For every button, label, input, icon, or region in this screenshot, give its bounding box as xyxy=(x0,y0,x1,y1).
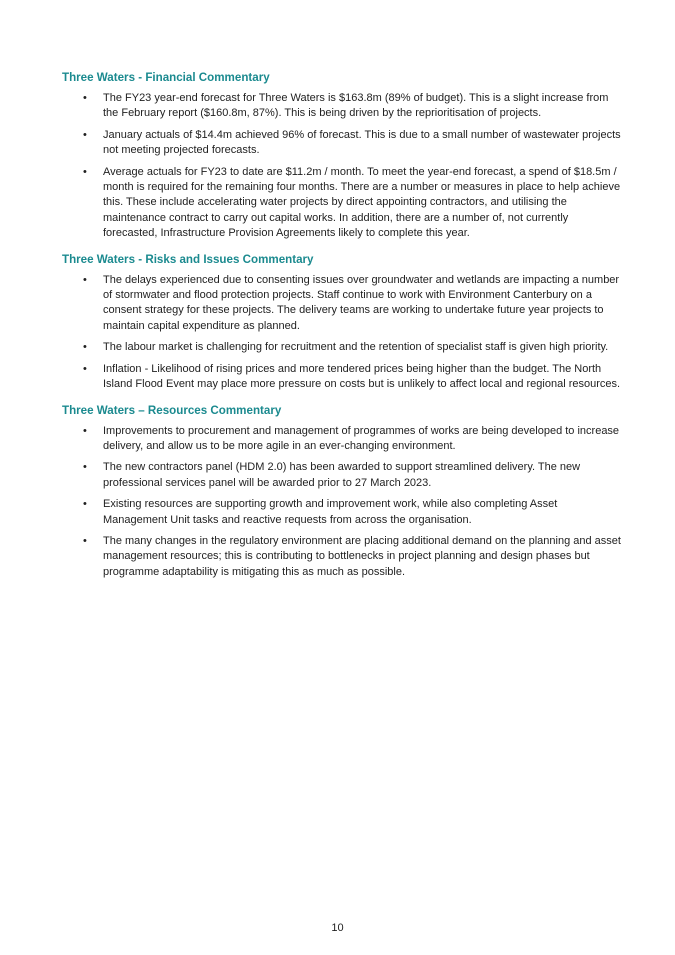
bullet-text: Existing resources are supporting growth and improvement work, while also completing Asset Management Unit tasks and reactive requests from across the organisation. xyxy=(103,498,558,526)
bullet-item xyxy=(62,497,622,528)
bullet-list xyxy=(62,91,622,242)
bullet-item xyxy=(62,362,622,393)
document-body xyxy=(62,70,622,590)
section-financial-commentary xyxy=(62,70,622,242)
bullet-icon: • xyxy=(83,424,87,437)
bullet-icon: • xyxy=(83,165,87,178)
bullet-text: The delays experienced due to consenting issues over groundwater and wetlands are impacting a number of stormwater and flood protection projects. Staff continue to work with Environment Canterbury on a consent strategy for these projects. The delivery teams are working to undertake future year projects to maintain capital expenditure as planned. xyxy=(103,273,620,332)
section-heading: Three Waters - Financial Commentary xyxy=(62,71,270,84)
bullet-text: The FY23 year-end forecast for Three Waters is $163.8m (89% of budget). This is a slight increase from the February report ($160.8m, 87%). This is being driven by the reprioritisation of projects. xyxy=(103,92,609,120)
bullet-text: The many changes in the regulatory environment are placing additional demand on the planning and asset management resources; this is contributing to bottlenecks in project planning and design phases but programme adaptability is mitigating this as much as possible. xyxy=(103,534,621,578)
bullet-icon: • xyxy=(83,128,87,141)
bullet-text: Average actuals for FY23 to date are $11.2m / month. To meet the year-end forecast, a spend of $18.5m / month is required for the remaining four months. There are a number or measures in place to help achieve this. These include accelerating water projects by direct appointing contractors, and utilising the maintenance contract to carry out capital works. In addition, there are a number of, not currently forecasted, Infrastructure Provision Agreements likely to complete this year. xyxy=(103,165,621,240)
bullet-text: January actuals of $14.4m achieved 96% of forecast. This is due to a small number of wastewater projects not meeting projected forecasts. xyxy=(103,128,621,157)
bullet-item xyxy=(62,424,622,455)
bullet-item xyxy=(62,273,622,335)
section-risks-issues-commentary xyxy=(62,252,622,393)
bullet-icon: • xyxy=(83,92,87,104)
bullet-icon: • xyxy=(83,534,87,547)
section-heading: Three Waters - Risks and Issues Commentary xyxy=(62,252,314,266)
bullet-list xyxy=(62,273,622,393)
bullet-item xyxy=(62,165,622,242)
bullet-text: Inflation - Likelihood of rising prices and more tendered prices being higher than the budget. The North Island Flood Event may place more pressure on costs but is unlikely to affect local and regional resources. xyxy=(103,362,621,391)
bullet-text: The new contractors panel (HDM 2.0) has been awarded to support streamlined delivery. The new professional services panel will be awarded prior to 27 March 2023. xyxy=(103,461,581,489)
bullet-text: Improvements to procurement and management of programmes of works are being developed to increase delivery, and allow us to be more agile in an ever-changing environment. xyxy=(103,424,620,452)
bullet-item xyxy=(62,128,622,159)
bullet-icon: • xyxy=(83,362,87,375)
bullet-icon: • xyxy=(83,273,87,286)
bullet-icon: • xyxy=(83,461,87,474)
bullet-item xyxy=(62,534,622,580)
section-resources-commentary xyxy=(62,403,622,581)
bullet-list xyxy=(62,424,622,581)
bullet-item xyxy=(62,340,622,355)
bullet-item xyxy=(62,91,622,122)
bullet-icon: • xyxy=(83,341,87,354)
bullet-item xyxy=(62,460,622,491)
page-number: 10 xyxy=(331,922,344,934)
section-heading: Three Waters – Resources Commentary xyxy=(62,403,282,417)
bullet-text: The labour market is challenging for recruitment and the retention of specialist staff is given high priority. xyxy=(103,341,609,354)
bullet-icon: • xyxy=(83,498,87,511)
